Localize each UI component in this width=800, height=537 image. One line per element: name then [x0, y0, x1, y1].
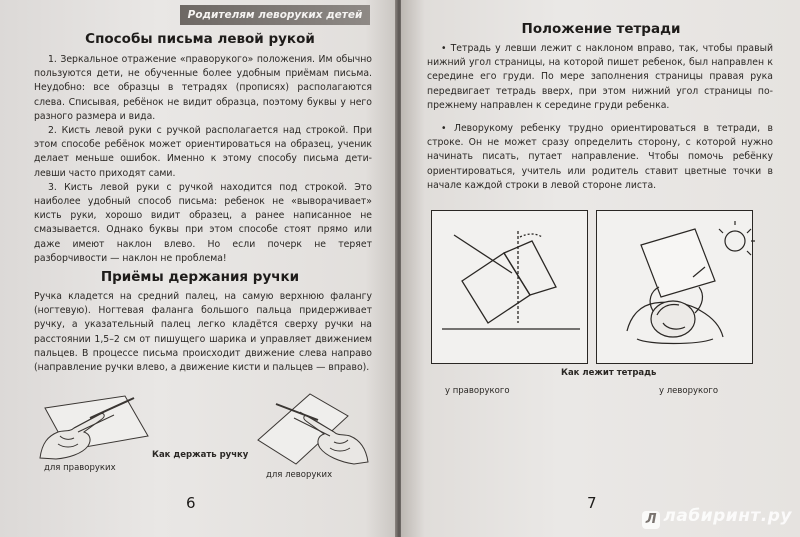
pen-grip-left-handed-illustration	[250, 390, 375, 470]
bullet-paragraph: • Тетрадь у левши лежит с наклоном вправо, так, чтобы правый нижний угол страницы, на которой пишет ребенок, был направлен к середине его груди. По мере заполнения страницы правая рука передвигает тетрадь вверх, при этом нижний угол страницы по-прежнему направлен к середине груди ребенка.	[427, 43, 773, 111]
notebook-position-left-handed-figure	[596, 210, 753, 364]
right-figure-caption: Как лежит тетрадь	[561, 368, 657, 378]
watermark	[642, 506, 792, 529]
section1-body	[34, 53, 372, 266]
right-page	[401, 0, 800, 537]
section2-title: Приёмы держания ручки	[100, 269, 300, 285]
child-writing-top-view-drawing	[597, 211, 752, 363]
watermark-logo-icon: Л	[642, 511, 660, 529]
section2-body	[34, 290, 372, 375]
caption-left-handed: для леворуких	[266, 470, 333, 480]
header-banner: Родителям леворуких детей	[180, 5, 370, 25]
caption-right-handed: для праворуких	[44, 463, 116, 473]
notebook-tilted-left-drawing	[432, 211, 587, 363]
right-page-title: Положение тетради	[521, 21, 681, 37]
page-number: 7	[587, 494, 597, 512]
section1-paragraph: 1. Зеркальное отражение «праворукого» положения. Им обычно пользуются дети, не обученные более удобным приёмам письма. Неудобно: все образцы в тетрадях (прописях) располагаются слева. Списывая, ребёнок не видит образца, поэтому буквы у него разного размера и вида.	[34, 54, 372, 122]
section1-paragraph: 3. Кисть левой руки с ручкой находится под строкой. Это наиболее удобный способ письма: ребенок не «выворачивает» кисть руки, хорошо видит образец, а ранее написанное не смазывается. Однако буквы при этом способе стоят прямо или даже имеют наклон влево. Но если почерк не теряет разборчивости — наклон не проблема!	[34, 181, 372, 264]
right-page-body	[427, 42, 773, 202]
notebook-position-right-handed-figure	[431, 210, 588, 364]
watermark-text: лабиринт.ру	[663, 506, 792, 526]
left-page	[0, 0, 397, 537]
caption-left-handed: у леворукого	[659, 386, 719, 396]
pen-grip-right-handed-illustration	[30, 388, 155, 463]
page-number: 6	[186, 494, 196, 512]
section2-paragraph: Ручка кладется на средний палец, на самую верхнюю фалангу (ногтевую). Ногтевая фаланга большого пальца придерживает ручку, а указательный палец легко кладётся сверху ручки на расстоянии 1,5–2 см от пишущего шарика и управляет движением пальцев. В процессе письма происходит движение слева направо (направление ручки влево, а движение кисти и пальцев — вправо).	[34, 291, 372, 374]
caption-right-handed: у праворукого	[445, 386, 510, 396]
section1-paragraph: 2. Кисть левой руки с ручкой располагается над строкой. При этом способе ребёнок может ориентироваться на образец, ученик делает меньше ошибок. Именно к этому способу письма дети-левши часто приходят сами.	[34, 125, 372, 179]
section1-title: Способы письма левой рукой	[85, 31, 315, 47]
bullet-paragraph: • Леворукому ребенку трудно ориентироваться в тетради, в строке. Он не может сразу определить сторону, с которой нужно начинать писать, путает направление. Чтобы помочь ребёнку ориентироваться, учитель или родитель ставит цветные точки в начале каждой строки в левой стороне листа.	[427, 123, 773, 191]
left-figure-caption: Как держать ручку	[152, 450, 249, 460]
